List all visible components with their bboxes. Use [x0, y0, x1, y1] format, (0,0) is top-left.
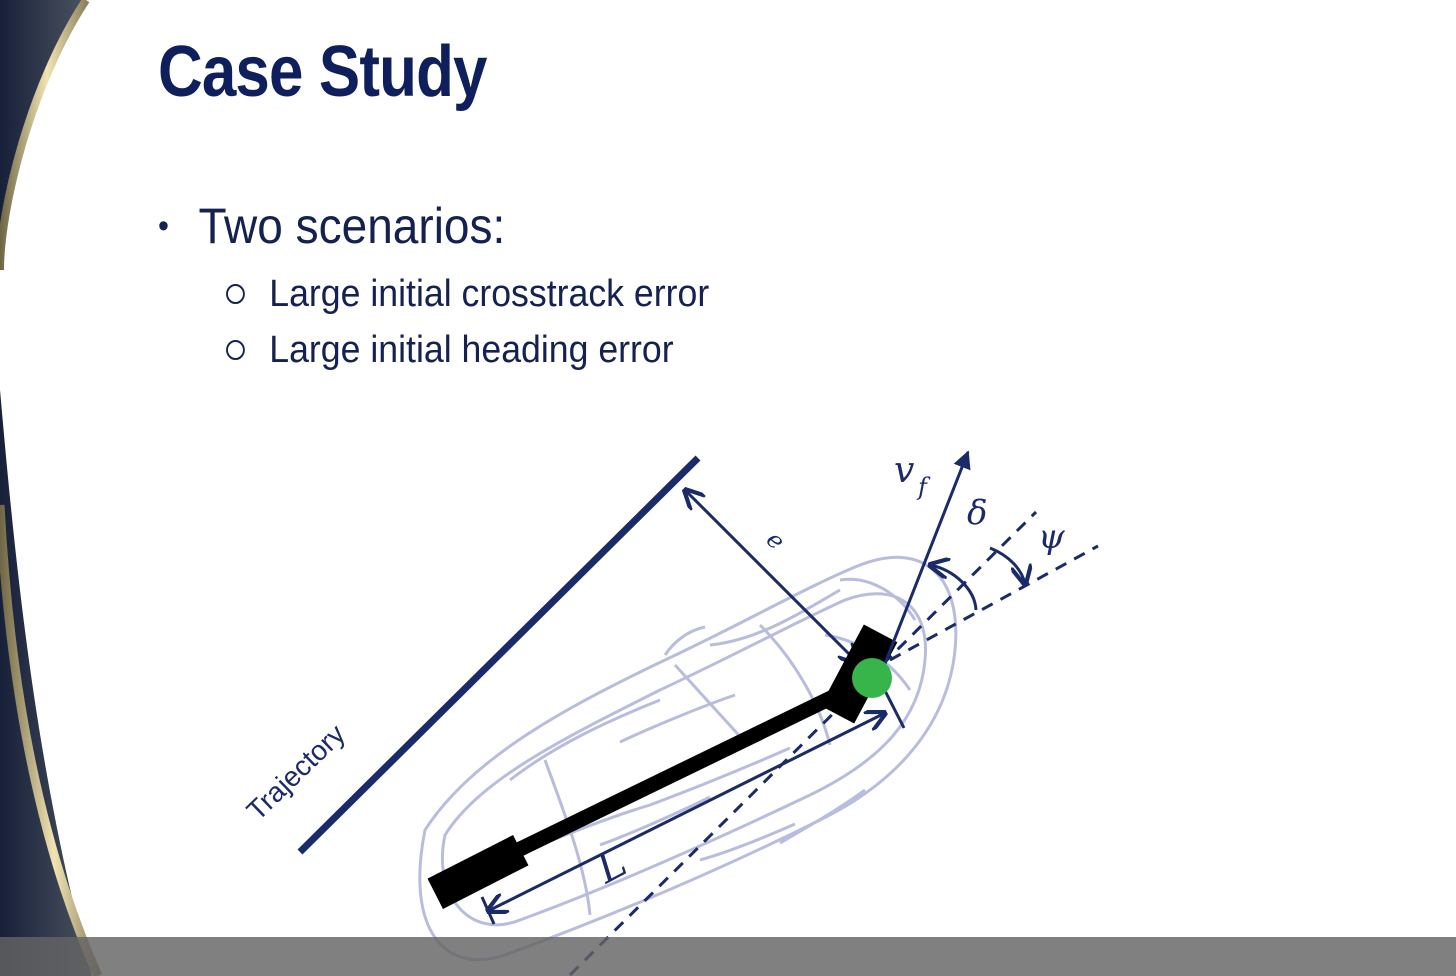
- wheelbase-body-line: [477, 678, 872, 870]
- front-velocity-label: v: [894, 450, 915, 491]
- hollow-circle-icon: [226, 340, 245, 360]
- front-velocity-subscript: f: [918, 473, 927, 501]
- slide-title: Case Study: [158, 32, 487, 112]
- heading-angle-label: ψ: [1038, 517, 1065, 557]
- sub-bullet-label: Large initial crosstrack error: [269, 273, 710, 315]
- bottom-overlay-bar: [0, 937, 1456, 976]
- wheelbase-label: L: [589, 839, 635, 893]
- bullet-label: Two scenarios:: [198, 198, 506, 254]
- car-outline: [420, 557, 956, 959]
- bullet-item: [158, 196, 710, 371]
- sub-bullet-list: [226, 266, 710, 378]
- sub-bullet-item: [226, 266, 709, 322]
- hollow-circle-icon: [226, 284, 245, 304]
- bullet-list: [158, 196, 710, 371]
- sub-bullet-label: Large initial heading error: [269, 329, 674, 371]
- trajectory-label: Trajectory: [240, 718, 351, 827]
- vehicle-heading-dashed-line: [570, 512, 1036, 975]
- steering-angle-label: δ: [967, 493, 988, 533]
- left-decorative-border: [0, 0, 98, 976]
- sub-bullet-item: [226, 322, 709, 378]
- front-axle-point-icon: [852, 658, 892, 698]
- crosstrack-error-label: e: [760, 525, 791, 556]
- bullet-dot-icon: •: [158, 207, 169, 245]
